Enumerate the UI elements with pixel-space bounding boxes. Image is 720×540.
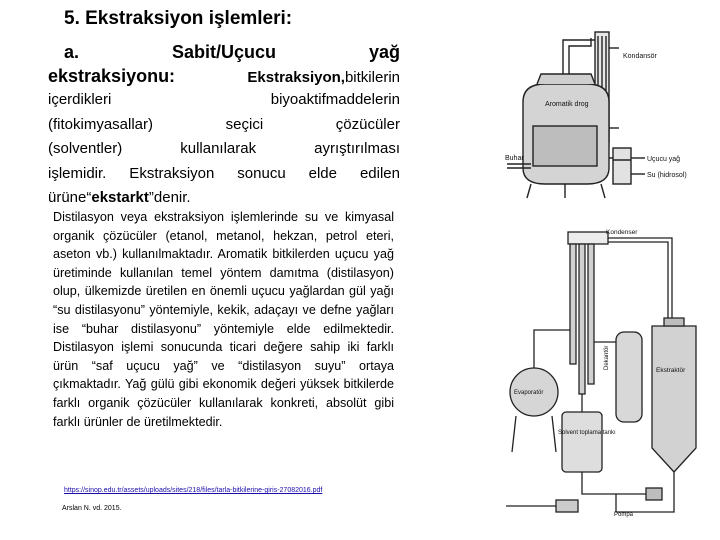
label-extractor: Ekstraktör [656,367,686,374]
subsection-title [48,40,400,90]
label-condenser-2: Kondenser [606,229,638,236]
subsection-letter: a. [64,42,80,62]
definition-word: (fitokimyasallar) [48,115,154,133]
definition-line-3 [48,137,400,162]
definition-lead-rest: bitkilerin [344,69,400,86]
definition-line-5 [48,186,400,211]
definition-word-bold: ekstarkt [91,189,149,206]
label-solvent-tank: Solvent toplama tankı [558,430,616,436]
definition-word: biyoaktifmaddelerin [270,91,400,108]
section-heading: 5. Ekstraksiyon işlemleri: [64,8,293,29]
label-condenser: Kondansör [623,53,657,60]
definition-word: seçici [225,115,264,133]
label-steam: Buhar [505,155,524,162]
distillation-paragraph: Distilasyon veya ekstraksiyon işlemlerinde su ve kimyasal organik çözücüler (etanol, metanol, hekzan, petrol eteri, aseton vb.) kullanılmaktadır. Aromatik bitkilerden uçucu yağ üretiminde kullanılan temel yöntem damıtma (distilasyon) olup, ülkemizde üretilen en önemli uçucu yağlardan gül yağı “su distilasyonu” yöntemiyle, kekik, adaçayı ve defne yağları ise “buhar distilasyonu” yöntemiyle elde edilmektedir. Distilasyon işlemi sonucunda ticari değere sahip iki farklı ürün “saf uçucu yağ” ve “distilasyon suyu” ortaya çıkmaktadır. Yağ gülü gibi ekonomik değeri yüksek bitkilerde farklı organik çözücüler kullanılarak konkreti, absolüt gibi farklı ürünler de üretilmektedir. [53,210,394,429]
steam-distillation-diagram [505,18,705,208]
label-essential-oil: Uçucu yağ [647,156,681,163]
definition-line-1 [48,88,400,113]
solvent-extraction-diagram [496,222,711,532]
definition-lead-bold: Ekstraksiyon, [247,69,345,86]
definition-word: kullanılarak [180,140,257,157]
citation: Arslan N. vd. 2015. [62,505,122,512]
definition-word: ”denir. [148,189,191,206]
label-pump: Pompa [614,512,634,518]
subsection-word-1: Sabit/Uçucu [171,42,276,62]
subsection-word-2: yağ [368,42,400,62]
definition-lead [247,66,400,90]
definition-paragraph [48,88,400,211]
definition-word: içerdikleri [48,91,112,108]
label-decanter: Dekantör [604,345,610,370]
label-aromatic-drug: Aromatik drog [545,101,589,108]
definition-word: ürüne“ [48,189,92,206]
definition-line-2 [48,113,400,138]
label-evaporator: Evaporatör [514,390,544,396]
definition-word: (solventler) [48,140,123,157]
subsection-term: ekstraksiyonu: [48,66,176,86]
definition-word: ayrıştırılması [314,140,400,157]
definition-line-4: işlemidir. Ekstraksiyon sonucu elde edilen [48,164,400,182]
definition-word: çözücüler [335,115,400,133]
source-link[interactable]: https://sinop.edu.tr/assets/uploads/sites/218/files/tarla-bitkilerine-giris-27082016.pdf [64,487,323,494]
label-hydrosol: Su (hidrosol) [647,172,687,179]
